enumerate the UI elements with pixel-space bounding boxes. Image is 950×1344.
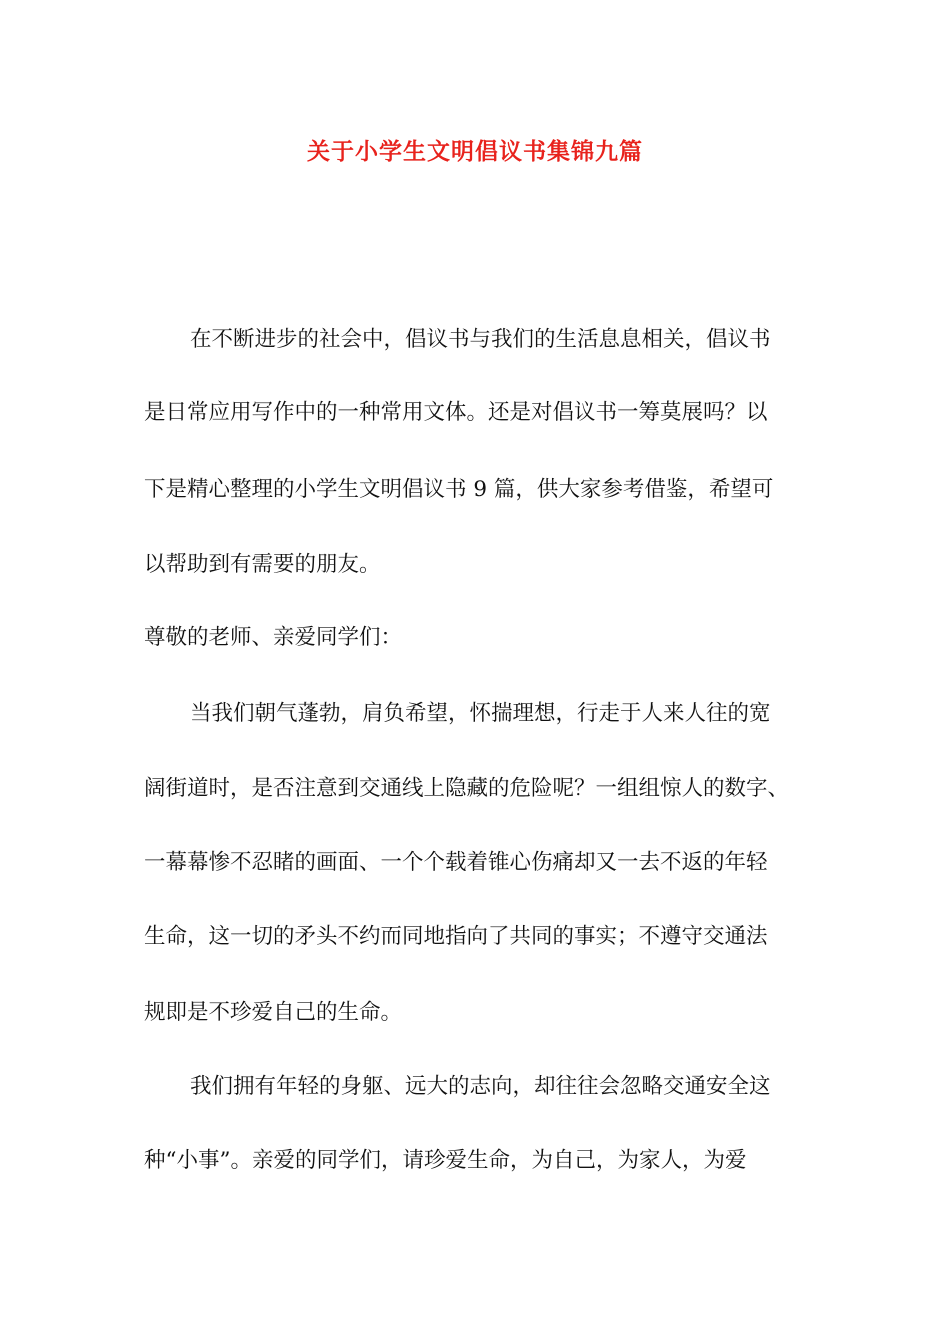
intro-line-2: 是日常应用写作中的一种常用文体。还是对倡议书一筹莫展吗？以 bbox=[144, 400, 768, 425]
para2-line-1: 我们拥有年轻的身躯、远大的志向，却往往会忽略交通安全这 bbox=[190, 1074, 771, 1099]
intro-line-4: 以帮助到有需要的朋友。 bbox=[144, 552, 381, 577]
para1-line-1: 当我们朝气蓬勃，肩负希望，怀揣理想，行走于人来人往的宽 bbox=[190, 701, 771, 726]
para1-line-2: 阔街道时，是否注意到交通线上隐藏的危险呢？一组组惊人的数字、 bbox=[144, 776, 790, 801]
intro-line-1: 在不断进步的社会中，倡议书与我们的生活息息相关，倡议书 bbox=[190, 327, 771, 352]
intro-line-3: 下是精心整理的小学生文明倡议书 9 篇，供大家参考借鉴，希望可 bbox=[144, 477, 774, 502]
salutation: 尊敬的老师、亲爱同学们： bbox=[144, 625, 403, 650]
para1-line-5: 规即是不珍爱自己的生命。 bbox=[144, 1000, 403, 1025]
para1-line-4: 生命，这一切的矛头不约而同地指向了共同的事实；不遵守交通法 bbox=[144, 924, 768, 949]
document-title: 关于小学生文明倡议书集锦九篇 bbox=[307, 139, 643, 165]
para1-line-3: 一幕幕惨不忍睹的画面、一个个载着锥心伤痛却又一去不返的年轻 bbox=[144, 850, 768, 875]
para2-line-2: 种“小事”。亲爱的同学们，请珍爱生命，为自己，为家人，为爱 bbox=[144, 1148, 747, 1173]
